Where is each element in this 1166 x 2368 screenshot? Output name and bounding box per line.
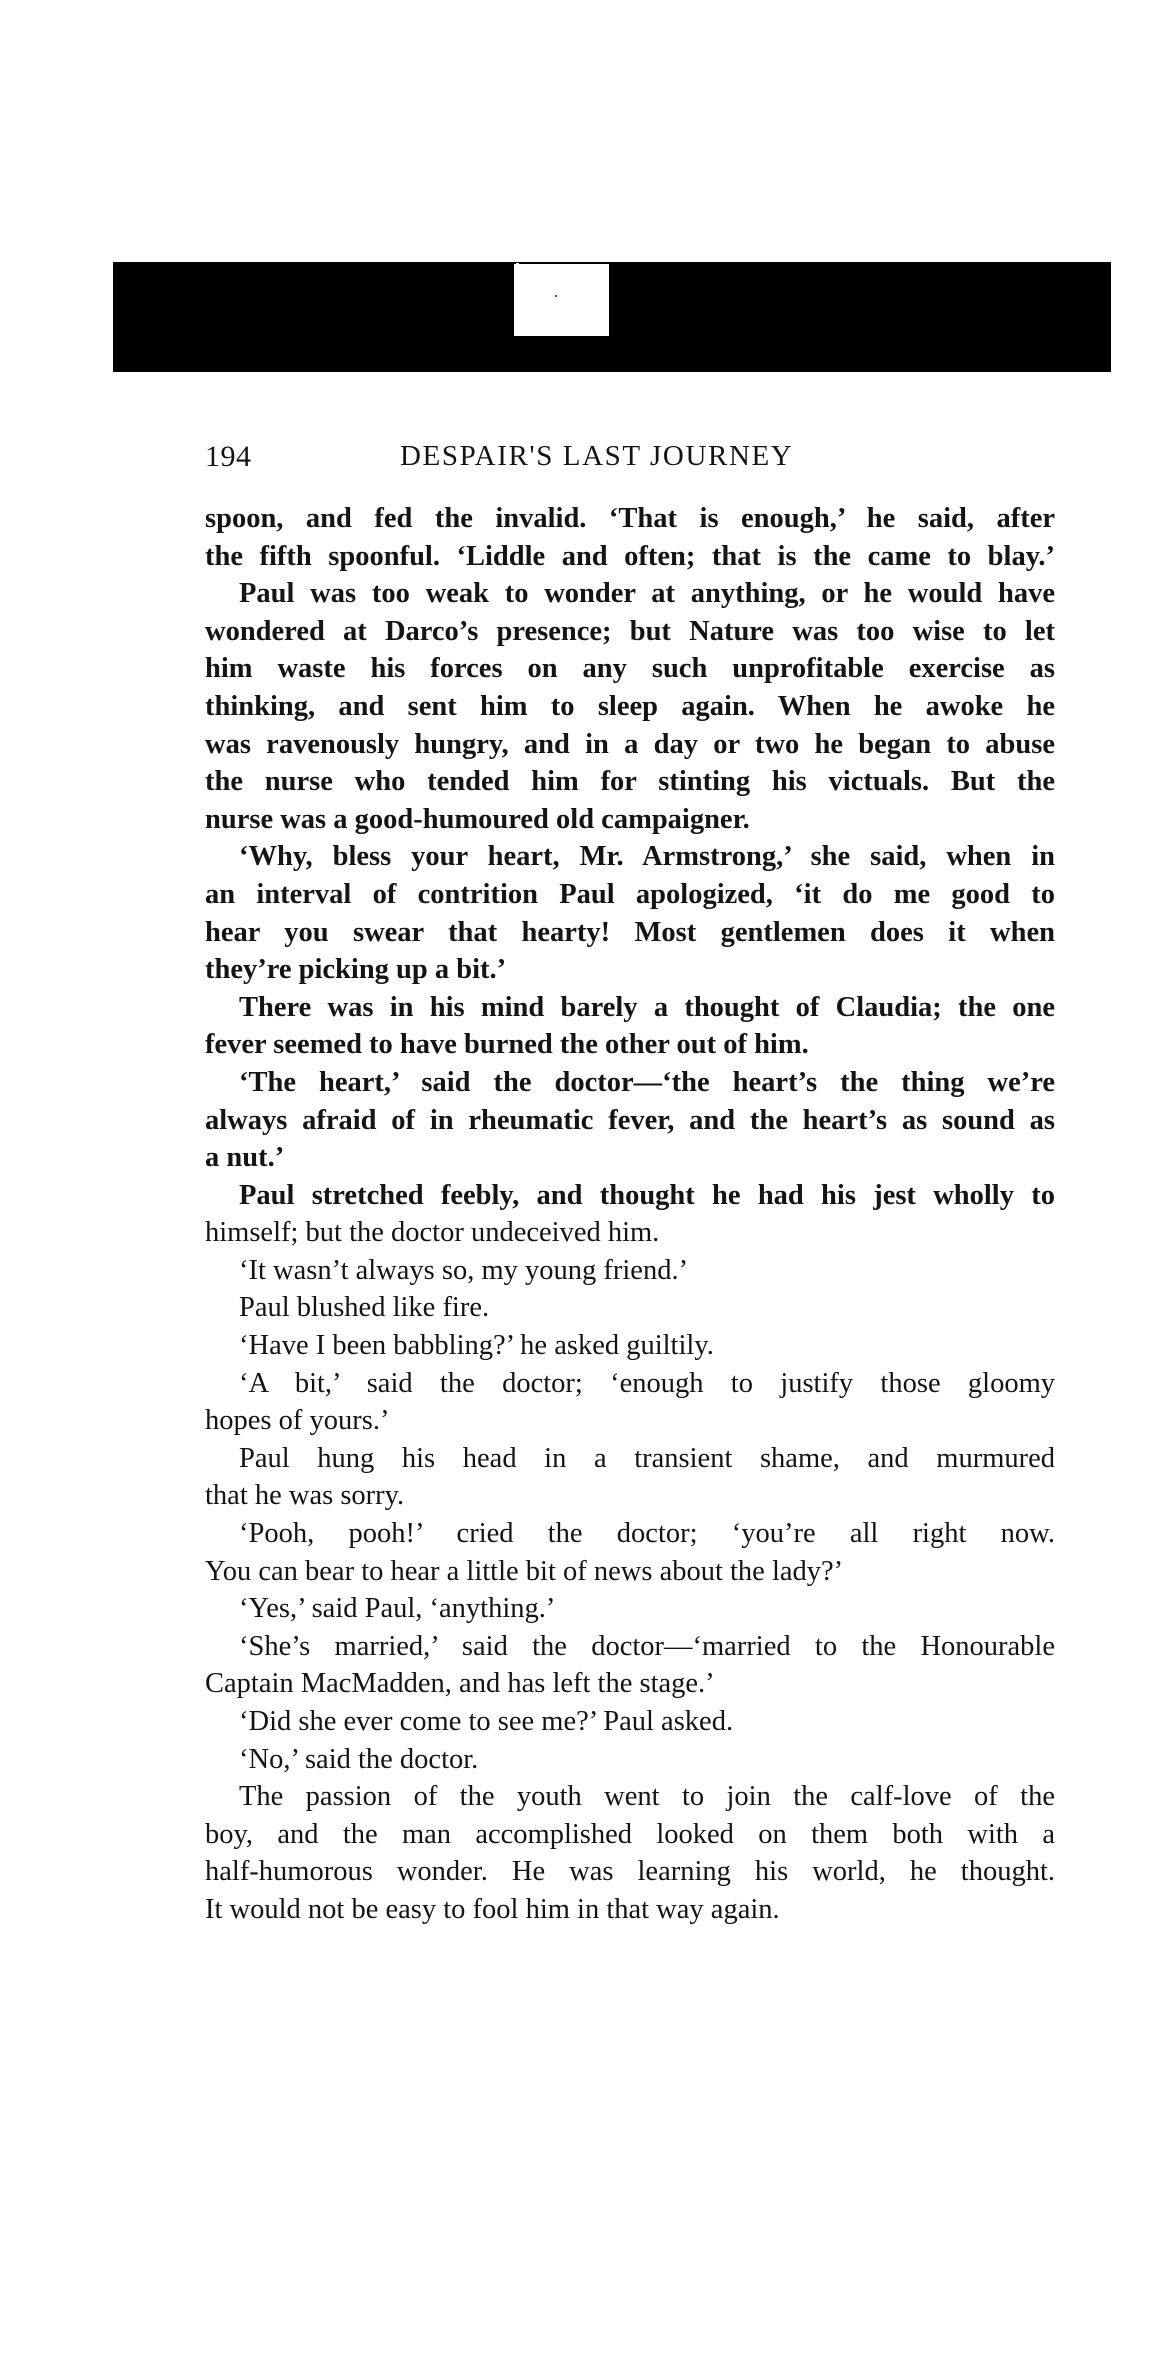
text-line: an interval of contrition Paul apologized, ‘it do me good to (205, 878, 1055, 910)
text-line: ‘No,’ said the doctor. (239, 1743, 479, 1775)
text-line: ‘It wasn’t always so, my young friend.’ (239, 1254, 689, 1286)
text-line: hear you swear that hearty! Most gentlemen does it when (205, 916, 1055, 948)
text-line: they’re picking up a bit.’ (205, 954, 507, 986)
text-line: nurse was a good-humoured old campaigner. (205, 803, 750, 835)
text-line: hopes of yours.’ (205, 1405, 390, 1437)
text-line: You can bear to hear a little bit of news about the lady?’ (205, 1555, 844, 1587)
text-line: It would not be easy to fool him in that way again. (205, 1893, 780, 1925)
page-header (205, 440, 1055, 480)
text-line: ‘Why, bless your heart, Mr. Armstrong,’ she said, when in (239, 841, 1055, 873)
running-head: DESPAIR'S LAST JOURNEY (400, 440, 794, 472)
text-line: ‘She’s married,’ said the doctor—‘married to the Honourable (239, 1630, 1055, 1662)
text-line: ‘The heart,’ said the doctor—‘the heart’s the thing we’re (239, 1066, 1055, 1098)
text-line: half-humorous wonder. He was learning his world, he thought. (205, 1856, 1055, 1888)
text-line: himself; but the doctor undeceived him. (205, 1217, 660, 1249)
text-line: Paul was too weak to wonder at anything, or he would have (239, 578, 1055, 610)
text-line: Paul stretched feebly, and thought he had his jest wholly to (239, 1179, 1055, 1211)
body-text (205, 500, 1055, 1929)
text-line: the nurse who tended him for stinting his victuals. But the (205, 766, 1055, 798)
text-line: spoon, and fed the invalid. ‘That is enough,’ he said, after (205, 503, 1055, 534)
text-line: always afraid of in rheumatic fever, and the heart’s as sound as (205, 1104, 1055, 1136)
text-line: the fifth spoonful. ‘Liddle and often; that is the came to blay.’ (205, 540, 1055, 572)
text-line: boy, and the man accomplished looked on them both with a (205, 1818, 1055, 1850)
text-line: ‘Yes,’ said Paul, ‘anything.’ (239, 1593, 556, 1625)
text-line: The passion of the youth went to join the calf-love of the (239, 1781, 1055, 1813)
scan-bar-slip (516, 263, 519, 281)
text-line: that he was sorry. (205, 1480, 405, 1512)
text-line: ‘Pooh, pooh!’ cried the doctor; ‘you’re all right now. (239, 1518, 1055, 1550)
text-line: him waste his forces on any such unprofitable exercise as (205, 653, 1055, 685)
text-line: thinking, and sent him to sleep again. When he awoke he (205, 690, 1055, 722)
text-line: ‘A bit,’ said the doctor; ‘enough to justify those gloomy (239, 1367, 1055, 1399)
text-line: wondered at Darco’s presence; but Nature was too wise to let (205, 615, 1055, 647)
text-line: ‘Did she ever come to see me?’ Paul asked. (239, 1706, 734, 1737)
scan-bar-window (514, 264, 609, 336)
text-line: There was in his mind barely a thought of Claudia; the one (239, 991, 1055, 1023)
scan-speck (555, 295, 557, 297)
text-line: Paul hung his head in a transient shame, and murmured (239, 1442, 1055, 1474)
text-line: fever seemed to have burned the other out of him. (205, 1029, 809, 1061)
text-line: Captain MacMadden, and has left the stage.’ (205, 1668, 715, 1700)
text-line: a nut.’ (205, 1142, 285, 1174)
page-number: 194 (205, 440, 252, 473)
text-line: was ravenously hungry, and in a day or two he began to abuse (205, 728, 1055, 760)
text-line: ‘Have I been babbling?’ he asked guiltily. (239, 1330, 714, 1362)
scan-black-bar (113, 262, 1111, 372)
text-line: Paul blushed like fire. (239, 1292, 490, 1324)
